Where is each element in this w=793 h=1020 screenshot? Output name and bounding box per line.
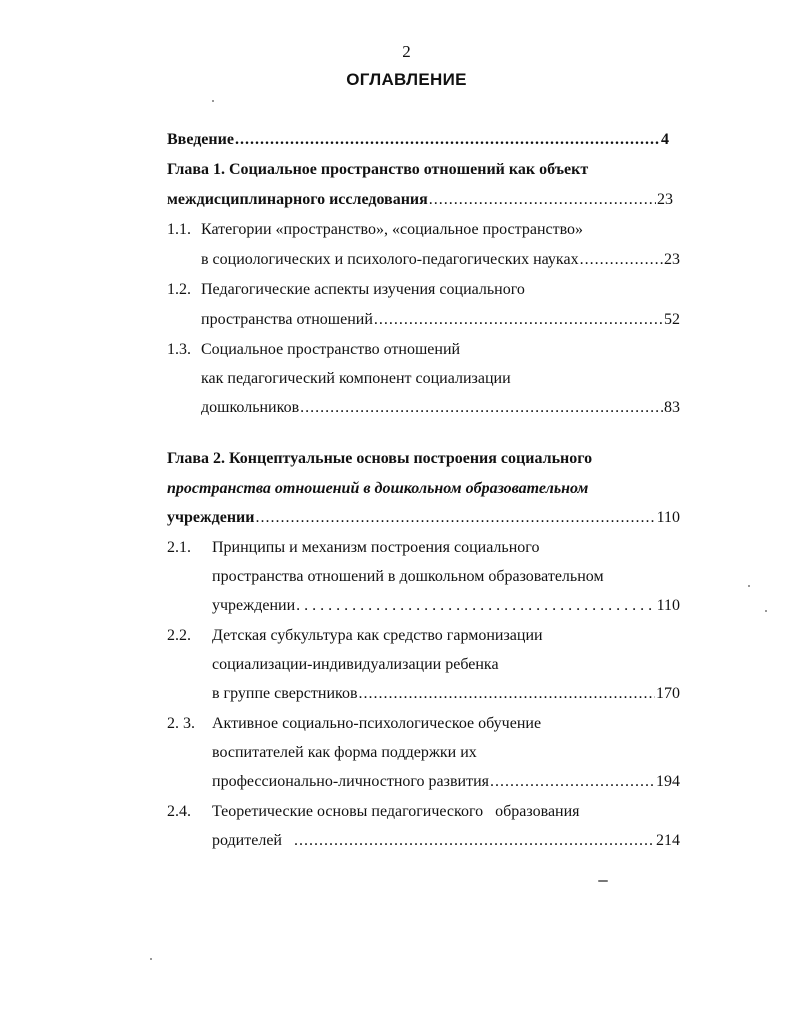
page-number: 2: [402, 42, 411, 61]
section-2-2-title-cont: социализации-индивидуализации ребенка: [212, 656, 499, 673]
toc-entry-section-1-1: [201, 250, 680, 270]
entry-page: 52: [664, 311, 680, 328]
section-2-2-title: Детская субкультура как средство гармонизации: [212, 627, 543, 644]
dot-leader: [580, 250, 663, 270]
section-2-1-title-cont: пространства отношений в дошкольном образовательном: [212, 568, 604, 585]
section-2-3-number: 2. 3.: [167, 715, 195, 732]
section-2-1-title: Принципы и механизм построения социального: [212, 539, 540, 556]
chapter-2-title: Глава 2. Концептуальные основы построения социального: [167, 450, 593, 467]
toc-entry-chapter-1: [167, 190, 673, 210]
entry-text: в социологических и психолого-педагогических науках: [201, 251, 579, 268]
entry-page: 194: [656, 773, 680, 790]
entry-page: 170: [656, 685, 680, 702]
scan-speck: [212, 100, 214, 102]
entry-page: 110: [656, 509, 680, 526]
section-1-3-number: 1.3.: [167, 341, 191, 358]
entry-text: родителей: [212, 832, 282, 849]
section-1-2-title: Педагогические аспекты изучения социального: [201, 281, 525, 298]
entry-page: 4: [661, 131, 669, 148]
entry-page: 23: [657, 191, 673, 208]
entry-text: профессионально-личностного развития: [212, 773, 489, 790]
scan-speck: [598, 880, 608, 882]
dot-leader: [294, 831, 655, 851]
toc-entry-section-2-3: [212, 772, 680, 792]
chapter-2-title-cont: пространства отношений в дошкольном образовательном: [167, 480, 589, 497]
entry-text: междисциплинарного исследования: [167, 191, 428, 208]
entry-text: пространства отношений: [201, 311, 373, 328]
entry-page: 214: [656, 832, 680, 849]
section-1-2-number: 1.2.: [167, 281, 191, 298]
scan-speck: [150, 958, 152, 960]
dot-leader: [359, 684, 655, 704]
scan-speck: [748, 585, 750, 587]
section-2-3-title: Активное социально-психологическое обучение: [212, 715, 542, 732]
dot-leader: [429, 190, 656, 210]
section-1-1-number: 1.1.: [167, 221, 191, 238]
section-2-3-title-cont: воспитателей как форма поддержки их: [212, 744, 477, 761]
section-2-2-number: 2.2.: [167, 627, 191, 644]
dot-leader: [255, 508, 655, 528]
toc-entry-section-1-3: [201, 398, 680, 418]
section-1-3-title: Социальное пространство отношений: [201, 341, 461, 358]
entry-page: 110: [656, 597, 680, 614]
toc-entry-intro: [167, 130, 669, 150]
entry-text: учреждении: [167, 509, 255, 526]
entry-page: 83: [664, 399, 680, 416]
toc-entry-chapter-2: [167, 508, 680, 528]
entry-text: учреждении: [212, 597, 296, 614]
dot-leader: [235, 130, 660, 150]
section-2-4-title: Теоретические основы педагогического образования: [212, 803, 580, 820]
toc-entry-section-2-1: [212, 596, 680, 616]
page-title: ОГЛАВЛЕНИЕ: [346, 70, 467, 89]
section-1-1-title: Категории «пространство», «социальное пространство»: [201, 221, 584, 238]
dot-leader: [300, 398, 663, 418]
dot-leader: [374, 310, 663, 330]
scan-speck: [765, 610, 767, 612]
dot-leader: [490, 772, 655, 792]
entry-text: в группе сверстников: [212, 685, 358, 702]
section-1-3-title-cont: как педагогический компонент социализации: [201, 370, 511, 387]
entry-text: Введение: [167, 131, 234, 148]
toc-entry-section-2-2: [212, 684, 680, 704]
toc-entry-section-1-2: [201, 310, 680, 330]
toc-entry-section-2-4: [212, 831, 680, 851]
entry-page: 23: [664, 251, 680, 268]
dot-leader: [296, 596, 655, 616]
section-2-4-number: 2.4.: [167, 803, 191, 820]
section-2-1-number: 2.1.: [167, 539, 191, 556]
entry-text: дошкольников: [201, 399, 300, 416]
chapter-1-title: Глава 1. Социальное пространство отношений как объект: [167, 161, 589, 178]
